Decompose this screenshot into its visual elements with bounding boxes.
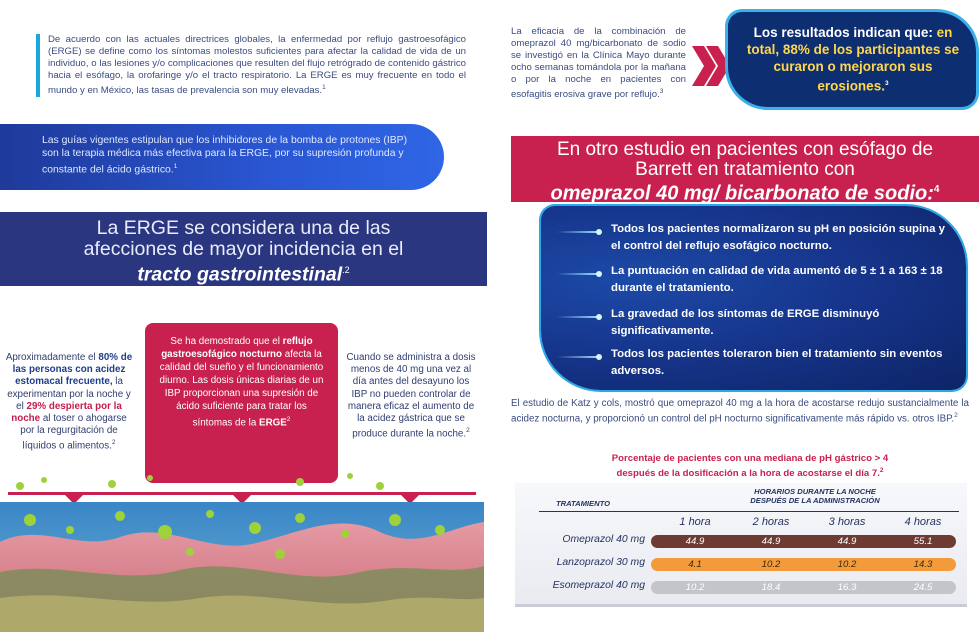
headline-emphasis: tracto gastrointestinal (137, 263, 343, 286)
headline-line-1: La ERGE se considera una de las (96, 217, 391, 239)
comet-icon (557, 231, 599, 233)
erge-headline-band: La ERGE se considera una de las afecciones de mayor incidencia en el tracto gastrointestinal$^{.2}$ (0, 212, 487, 286)
comet-icon (557, 316, 599, 318)
table-title: Porcentaje de pacientes con una mediana de pH gástrico > 4 después de la dosificación a la hora de acostarse el día 7.$^2$ (611, 453, 889, 480)
nocturnal-reflux-callout: Se ha demostrado que el reflujo gastroesofágico nocturno afecta la calidad del sueño y el funcionamiento diurno. Las dosis únicas diarias de un IBP proporcionan una supresión de ácido suficiente para tratar los síntomas de la ERGE$^2$ (145, 323, 338, 483)
table-cell: 18.4 (761, 582, 781, 593)
column-header: 1 hora (679, 516, 711, 528)
outcome-item: Todos los pacientes normalizaron su pH en posición supina y el control del reflujo esofágico nocturno. (611, 223, 945, 252)
nocturnal-stats-text: Aproximadamente el 80% de las personas con acidez estomacal frecuente, la experimentan por la noche y el 29% despierta por la noche al toser o ahogarse por la regurgitación de líquidos o alimentos.$^2$ (5, 352, 133, 452)
chevron-right-icon (690, 44, 730, 88)
bubbles-decoration (0, 470, 484, 492)
barrett-emphasis: omeprazol 40 mg/ bicarbonato de sodio: (550, 182, 934, 205)
table-cell: 44.9 (685, 536, 705, 547)
table-cell: 44.9 (761, 536, 781, 547)
row-header: TRATAMIENTO (556, 499, 610, 508)
table-cell: 10.2 (685, 582, 705, 593)
barrett-line-2: Barrett en tratamiento con (635, 159, 855, 180)
row-label: Omeprazol 40 mg (562, 534, 645, 545)
guidelines-callout: Las guías vigentes estipulan que los inhibidores de la bomba de protones (IBP) son la terapia médica más efectiva para la ERGE, por su supresión profunda y constante del ácido gástrico.$^1$ (0, 124, 444, 190)
katz-study-text: El estudio de Katz y cols, mostró que omeprazol 40 mg a la hora de acostarse redujo sustancialmente la acidez nocturna, y proporcionó un control del pH nocturno significativamente más rápido vs. otros IBP.$^2$ (511, 398, 969, 425)
column-header: 4 horas (904, 516, 942, 528)
table-divider (539, 511, 959, 512)
column-header: 2 horas (752, 516, 790, 528)
ibp-dosing-text: Cuando se administra a dosis menos de 40 mg una vez al día antes del desayuno los IBP no pueden controlar de manera eficaz el aumento de la acidez gástrica que se produce durante la noche.$^2$ (346, 352, 476, 440)
barrett-study-header: En otro estudio en pacientes con esófago de Barrett en tratamiento con omeprazol 40 mg/ bicarbonato de sodio:$^4$ (511, 136, 979, 202)
results-callout: Los resultados indican que: en total, 88% de los participantes se curaron o mejoraron sus erosiones.$^3$ (728, 12, 976, 107)
outcome-item: La puntuación en calidad de vida aumentó de 5 ± 1 a 163 ± 18 durante el tratamiento. (611, 265, 943, 294)
row-label: Esomeprazol 40 mg (552, 580, 645, 591)
column-group-header: HORARIOS DURANTE LA NOCHE DESPUÉS DE LA ADMINISTRACIÓN (750, 487, 880, 505)
comet-icon (557, 273, 599, 275)
headline-line-2: afecciones de mayor incidencia en el (83, 238, 404, 260)
intro-paragraph: De acuerdo con las actuales directrices globales, la enfermedad por reflujo gastroesofágico (ERGE) se define como los síntomas molestos suficientes para afectar la calidad de vida de un individuo, o las lesiones y/o complicaciones que resulten del flujo retrógrado de contenido gástrico hacia el esófago, la orofaringe y/o el tracto respiratorio. La ERGE es muy frecuente en todo el mundo y en México, las tasas de prevalencia son muy elevadas.$^1$ (36, 34, 466, 97)
ph-table (515, 483, 967, 607)
table-cell: 10.2 (761, 559, 781, 570)
table-cell: 55.1 (913, 536, 933, 547)
mayo-efficacy-text: La eficacia de la combinación de omeprazol 40 mg/bicarbonato de sodio se investigó en la Clínica Mayo durante ocho semanas tomándola por la mañana o por la noche en pacientes con esofagitis erosiva grave por reflujo.$^3$ (511, 26, 686, 101)
table-cell: 16.3 (837, 582, 857, 593)
table-cell: 14.3 (913, 559, 933, 570)
esophagus-illustration (0, 502, 484, 632)
table-cell: 10.2 (837, 559, 857, 570)
outcome-item: La gravedad de los síntomas de ERGE disminuyó significativamente. (611, 308, 880, 337)
table-cell: 24.5 (913, 582, 933, 593)
table-cell: 44.9 (837, 536, 857, 547)
barrett-line-1: En otro estudio en pacientes con esófago de (556, 139, 934, 160)
table-cell: 4.1 (688, 559, 702, 570)
row-label: Lanzoprazol 30 mg (556, 557, 645, 568)
column-header: 3 horas (828, 516, 866, 528)
outcome-item: Todos los pacientes toleraron bien el tratamiento sin eventos adversos. (611, 348, 943, 377)
barrett-outcomes-box (541, 206, 966, 390)
comet-icon (557, 356, 599, 358)
